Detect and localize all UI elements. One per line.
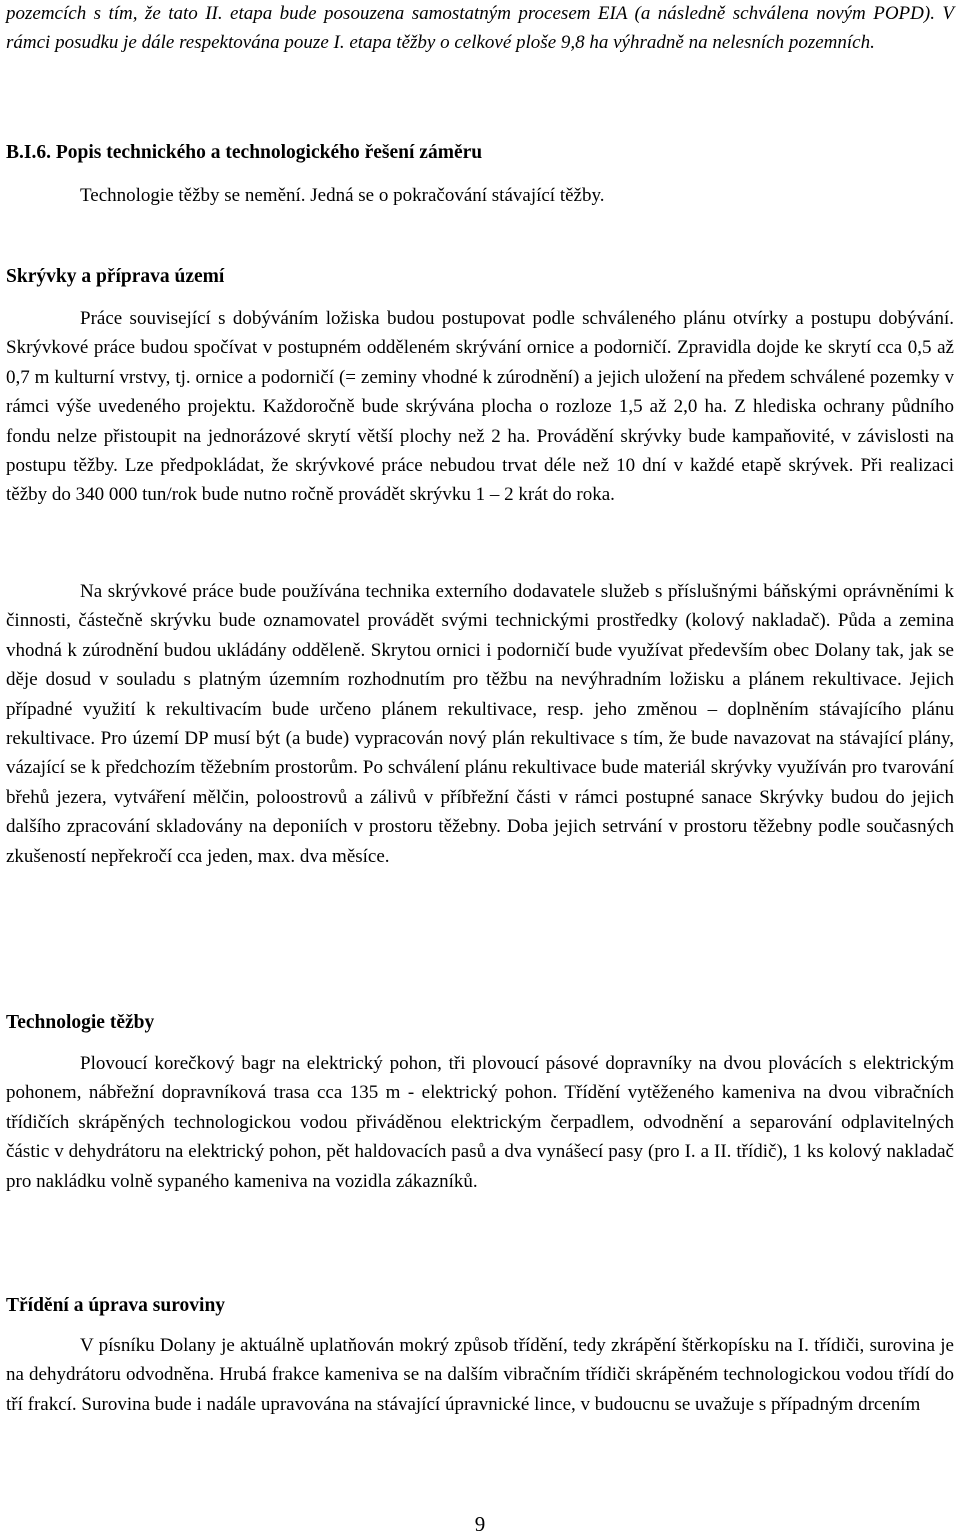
- page-number: 9: [474, 1512, 486, 1536]
- trideni-paragraph: V písníku Dolany je aktuálně uplatňován mokrý způsob třídění, tedy zkrápění štěrkopísku na I. třídiči, surovina je na dehydrátoru odvodněna. Hrubá frakce kameniva se na dalším vibračním třídiči skrápěném technologickou vodou třídí do tří frakcí. Surovina bude i nadále upravována na stávající úpravnické lince, v budoucnu se uvažuje s případným drcením: [6, 1335, 954, 1415]
- section-heading-b16: B.I.6. Popis technického a technologického řešení záměru: [6, 142, 483, 163]
- intro-paragraph: pozemcích s tím, že tato II. etapa bude posouzena samostatným procesem EIA (a následně schválena novým POPD). V rámci posudku je dále respektována pouze I. etapa těžby o celkové ploše 9,8 ha výhradně na nelesních pozemních.: [6, 3, 954, 54]
- section-b16-text: Technologie těžby se nemění. Jedná se o pokračování stávající těžby.: [80, 185, 605, 206]
- section-heading-trideni: Třídění a úprava suroviny: [6, 1295, 226, 1316]
- technologie-paragraph: Plovoucí korečkový bagr na elektrický pohon, tři plovoucí pásové dopravníky na dvou plovácích s elektrickým pohonem, nábřežní dopravníková trasa cca 135 m - elektrický pohon. Třídění vytěženého kameniva na dvou vibračních třídičích skrápěných technologickou vodou přiváděnou elektrickým čerpadlem, odvodnění a separování odplavitelných částic v dehydrátoru na elektrický pohon, pět haldovacích pasů a dva vynášecí pasy (pro I. a II. třídič), 1 ks kolový nakladač pro nakládku volně sypaného kameniva na vozidla zákazníků.: [6, 1053, 954, 1192]
- section-heading-technologie: Technologie těžby: [6, 1012, 155, 1033]
- section-heading-skryvky: Skrývky a příprava území: [6, 266, 225, 287]
- skryvky-paragraph-2: Na skrývkové práce bude používána technika externího dodavatele služeb s příslušnými báňskými oprávněními k činnosti, částečně skrývku bude oznamovatel provádět svými technickými prostředky (kolový nakladač). Půda a zemina vhodná k zúrodnění budou ukládány odděleně. Skrytou ornici i podorničí bude využívat především obec Dolany tak, jak se děje dosud v souladu s platným územním rozhodnutím pro těžbu na nevýhradním ložisku a plánem rekultivace. Jejich případné využití k rekultivacím bude určeno plánem rekultivace, resp. jeho změnou – doplněním stávajícího plánu rekultivace. Pro území DP musí být (a bude) vypracován nový plán rekultivace s tím, že bude navazovat na stávající plány, vázající se k předchozím těžebním prostorům. Po schválení plánu rekultivace bude materiál skrývky využíván pro tvarování břehů jezera, vytváření mělčin, poloostrovů a zálivů v příbřežní části v rámci postupné sanace Skrývky budou do jejich dalšího zpracování skladovány na deponiích v prostoru těžebny. Doba jejich setrvání v prostoru těžebny podle současných zkušeností nepřekročí cca jeden, max. dva měsíce.: [6, 581, 954, 867]
- skryvky-paragraph-1: Práce související s dobýváním ložiska budou postupovat podle schváleného plánu otvírky a postupu dobývání. Skrývkové práce budou spočívat v postupném odděleném skrývání ornice a podorničí. Zpravidla dojde ke skrytí cca 0,5 až 0,7 m kulturní vrstvy, tj. ornice a podorničí (= zeminy vhodné k zúrodnění) a jejich uložení na předem schválené pozemky v rámci výše uvedeného projektu. Každoročně bude skrývána plocha o rozloze 1,5 až 2,0 ha. Z hlediska ochrany půdního fondu nelze přistoupit na jednorázové skrytí větší plochy než 2 ha. Provádění skrývky bude kampaňovité, v závislosti na postupu těžby. Lze předpokládat, že skrývkové práce nebudou trvat déle než 10 dní v každé etapě skrývek. Při realizaci těžby do 340 000 tun/rok bude nutno ročně provádět skrývku 1 – 2 krát do roka.: [6, 308, 954, 506]
